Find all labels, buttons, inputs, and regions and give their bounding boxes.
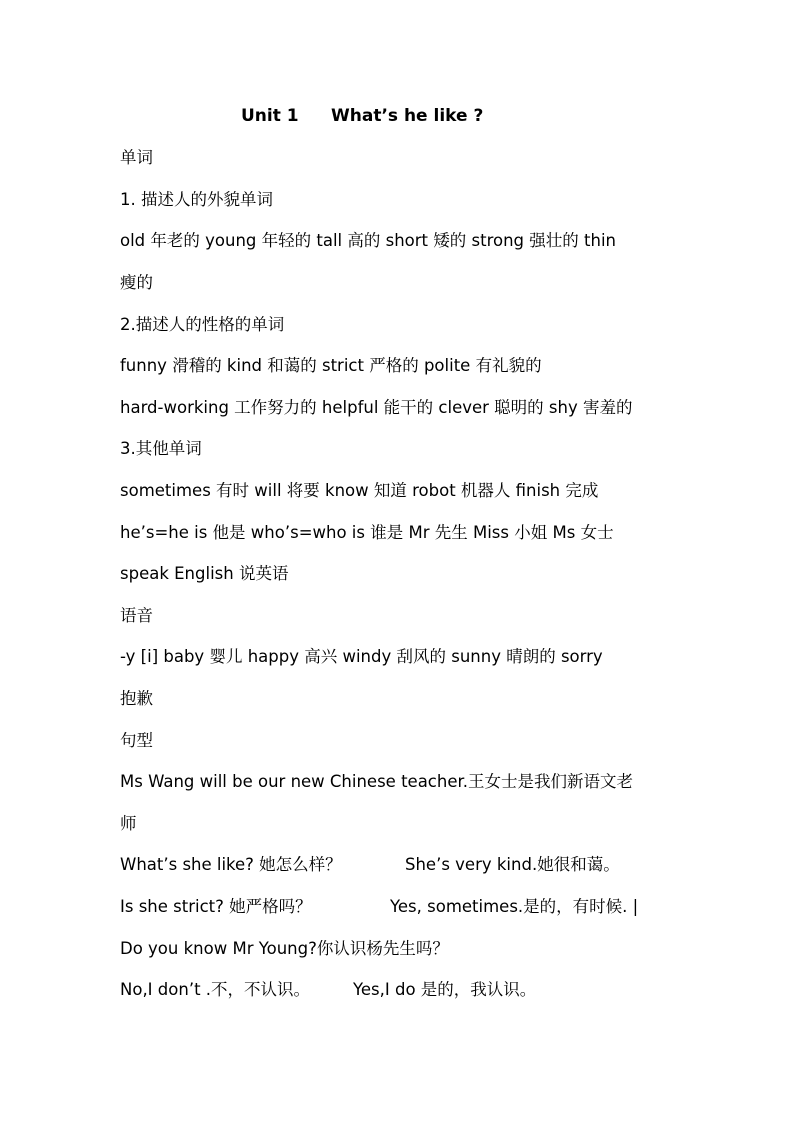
sentence-line-1-wrap: 师: [120, 814, 137, 833]
dialogue-question: What’s she like? 她怎么样？: [120, 855, 342, 874]
vocab-line-other-1: sometimes 有时 will 将要 know 知道 robot 机器人 finish 完成: [120, 481, 599, 500]
vocab-line-appearance: old 年老的 young 年轻的 tall 高的 short 矮的 strong 强壮的 thin: [120, 231, 616, 250]
section-heading-phonics: 语音: [120, 606, 153, 625]
vocab-line-other-2: he’s=he is 他是 who’s=who is 谁是 Mr 先生 Miss 小姐 Ms 女士: [120, 523, 614, 542]
section-heading-vocabulary: 单词: [120, 148, 153, 167]
dialogue-question: No,I don’t .不，不认识。: [120, 980, 311, 999]
section-heading-sentences: 句型: [120, 731, 153, 750]
vocab-heading-personality: 2.描述人的性格的单词: [120, 315, 285, 334]
document-title: [241, 106, 483, 126]
vocab-line-appearance-wrap: 瘦的: [120, 273, 153, 292]
vocab-heading-appearance: 1. 描述人的外貌单词: [120, 190, 273, 209]
dialogue-question: Do you know Mr Young?你认识杨先生吗？: [120, 939, 449, 958]
dialogue-answer: Yes, sometimes.是的，有时候. |: [390, 897, 639, 916]
unit-topic: What’s he like ?: [331, 106, 484, 126]
vocab-heading-other: 3.其他单词: [120, 439, 202, 458]
vocab-line-personality-2: hard-working 工作努力的 helpful 能干的 clever 聪明的 shy 害羞的: [120, 398, 633, 417]
phonics-line-wrap: 抱歉: [120, 689, 153, 708]
unit-label: Unit 1: [241, 106, 299, 126]
dialogue-answer: Yes,I do 是的，我认识。: [353, 980, 537, 999]
dialogue-answer: She’s very kind.她很和蔼。: [405, 855, 620, 874]
phonics-line: -y [i] baby 婴儿 happy 高兴 windy 刮风的 sunny 晴朗的 sorry: [120, 647, 603, 666]
vocab-line-other-3: speak English 说英语: [120, 564, 289, 583]
dialogue-question: Is she strict? 她严格吗？: [120, 897, 312, 916]
sentence-line-1: Ms Wang will be our new Chinese teacher.王女士是我们新语文老: [120, 772, 634, 791]
vocab-line-personality-1: funny 滑稽的 kind 和蔼的 strict 严格的 polite 有礼貌的: [120, 356, 542, 375]
